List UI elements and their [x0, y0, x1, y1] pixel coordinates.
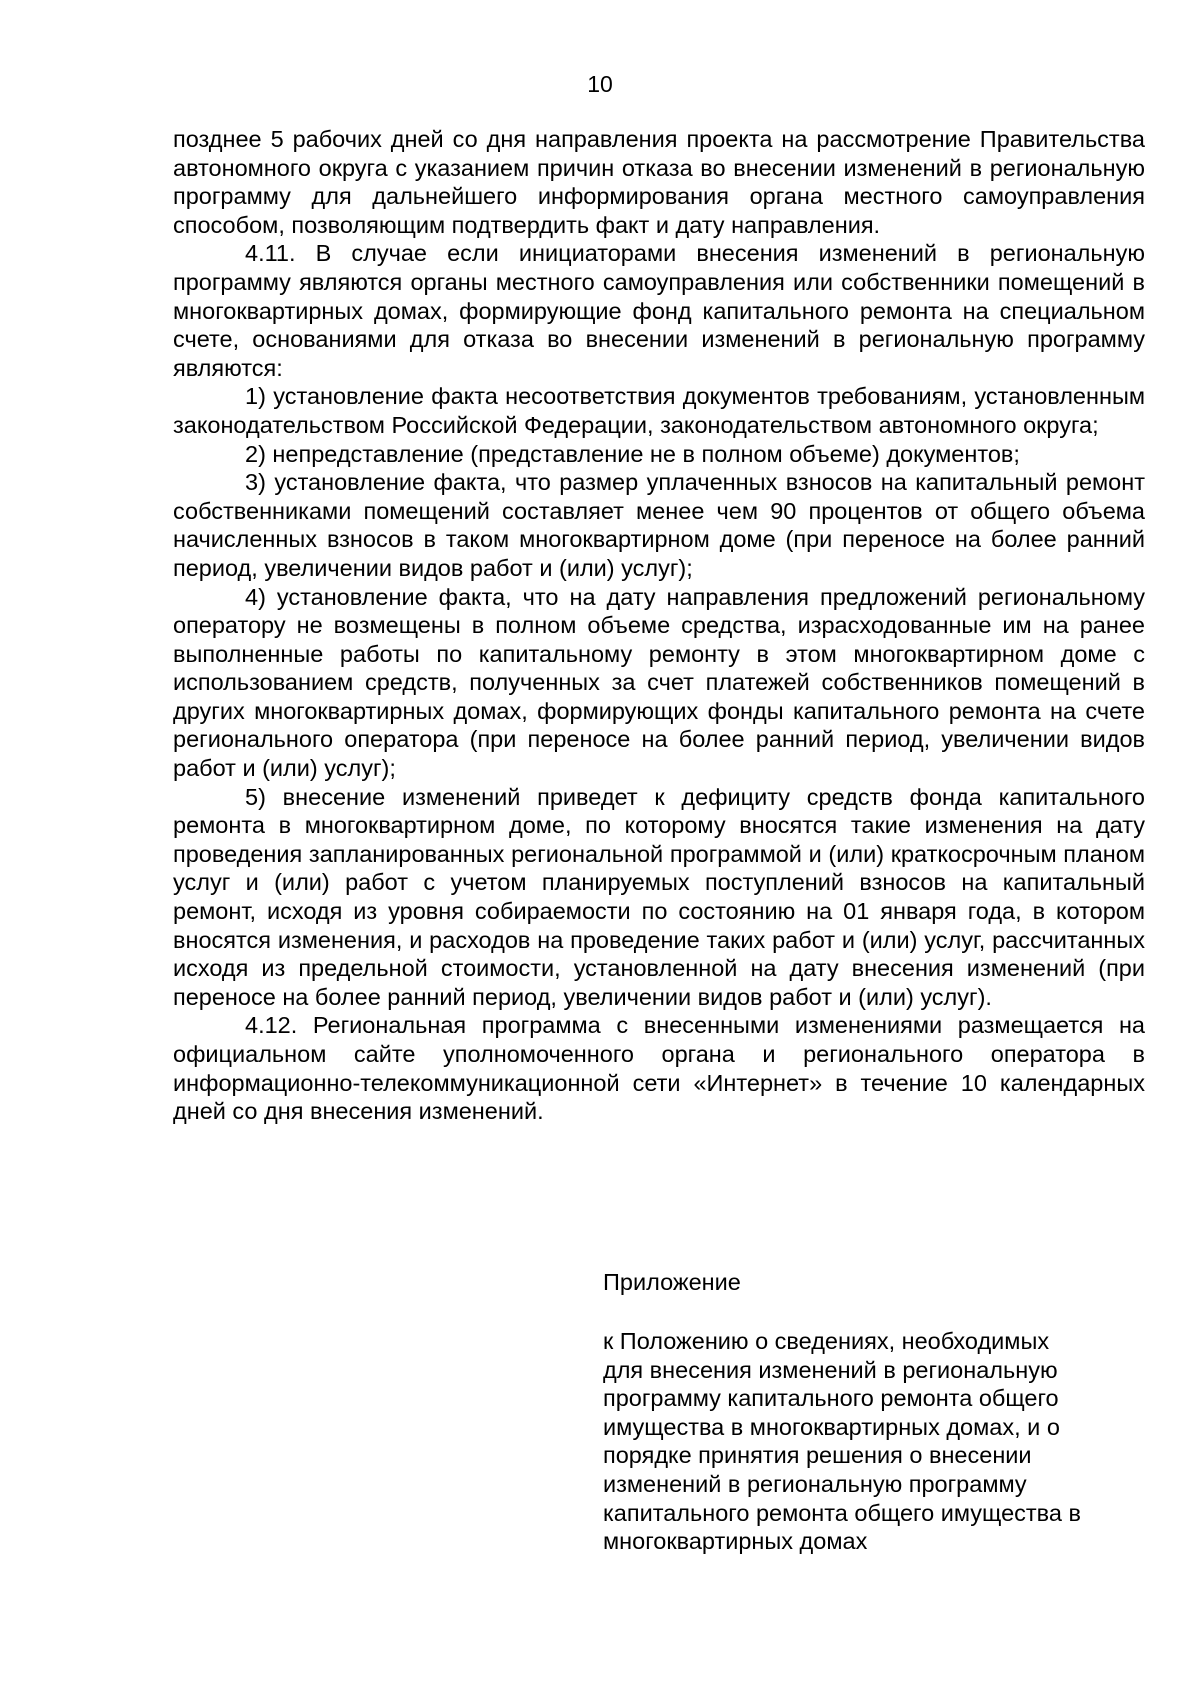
appendix-subtitle [603, 1327, 1148, 1556]
list-item-3: 3) установление факта, что размер уплаченных взносов на капитальный ремонт собственниками помещений составляет менее чем 90 процентов от общего объема начисленных взносов в таком многоквартирном доме (при переносе на более ранний период, увеличении видов работ и (или) услуг); [173, 469, 1145, 581]
list-item-1: 1) установление факта несоответствия документов требованиям, установленным законодательством Российской Федерации, законодательством автономного округа; [173, 383, 1145, 438]
list-item-5: 5) внесение изменений приведет к дефициту средств фонда капитального ремонта в многоквартирном доме, по которому вносятся такие изменения на дату проведения запланированных региональной программой и (или) краткосрочным планом услуг и (или) работ с учетом планируемых поступлений взносов на капитальный ремонт, исходя из уровня собираемости по состоянию на 01 января года, в котором вносятся изменения, и расходов на проведение таких работ и (или) услуг, рассчитанных исходя из предельной стоимости, установленной на дату внесения изменений (при переносе на более ранний период, увеличении видов работ и (или) услуг). [173, 783, 1145, 1010]
appendix-line: капитального ремонта общего имущества в [603, 1499, 1081, 1526]
appendix-line: многоквартирных домах [603, 1528, 868, 1555]
paragraph-continuation: позднее 5 рабочих дней со дня направления проекта на рассмотрение Правительства автономного округа с указанием причин отказа во внесении изменений в региональную программу для дальнейшего информирования органа местного самоуправления способом, позволяющим подтвердить факт и дату направления. [173, 126, 1145, 238]
appendix-line: к Положению о сведениях, необходимых [603, 1328, 1050, 1354]
appendix-line: порядке принятия решения о внесении [603, 1442, 1032, 1469]
paragraph-4-12: 4.12. Региональная программа с внесенными изменениями размещается на официальном сайте уполномоченного органа и регионального оператора в информационно-телекоммуникационной сети «Интернет» в течение 10 календарных дней со дня внесения изменений. [173, 1012, 1145, 1125]
document-body [173, 125, 1145, 1126]
list-item-2: 2) непредставление (представление не в полном объеме) документов; [245, 440, 1020, 467]
list-item-4: 4) установление факта, что на дату направления предложений региональному оператору не возмещены в полном объеме средства, израсходованные им на ранее выполненные работы по капитальному ремонту в этом многоквартирном доме с использованием средств, полученных за счет платежей собственников помещений в других многоквартирных домах, формирующих фонды капитального ремонта на счете регионального оператора (при переносе на более ранний период, увеличении видов работ и (или) услуг); [173, 583, 1145, 782]
paragraph-4-11: 4.11. В случае если инициаторами внесения изменений в региональную программу являются органы местного самоуправления или собственники помещений в многоквартирных домах, формирующие фонд капитального ремонта на специальном счете, основаниями для отказа во внесении изменений в региональную программу являются: [173, 240, 1145, 381]
appendix-line: имущества в многоквартирных домах, и о [603, 1413, 1060, 1440]
appendix-line: программу капитального ремонта общего [603, 1385, 1059, 1412]
appendix-line: для внесения изменений в региональную [603, 1356, 1058, 1383]
page-number: 10 [587, 71, 613, 97]
appendix-title: Приложение [603, 1269, 741, 1295]
appendix-line: изменений в региональную программу [603, 1470, 1027, 1497]
